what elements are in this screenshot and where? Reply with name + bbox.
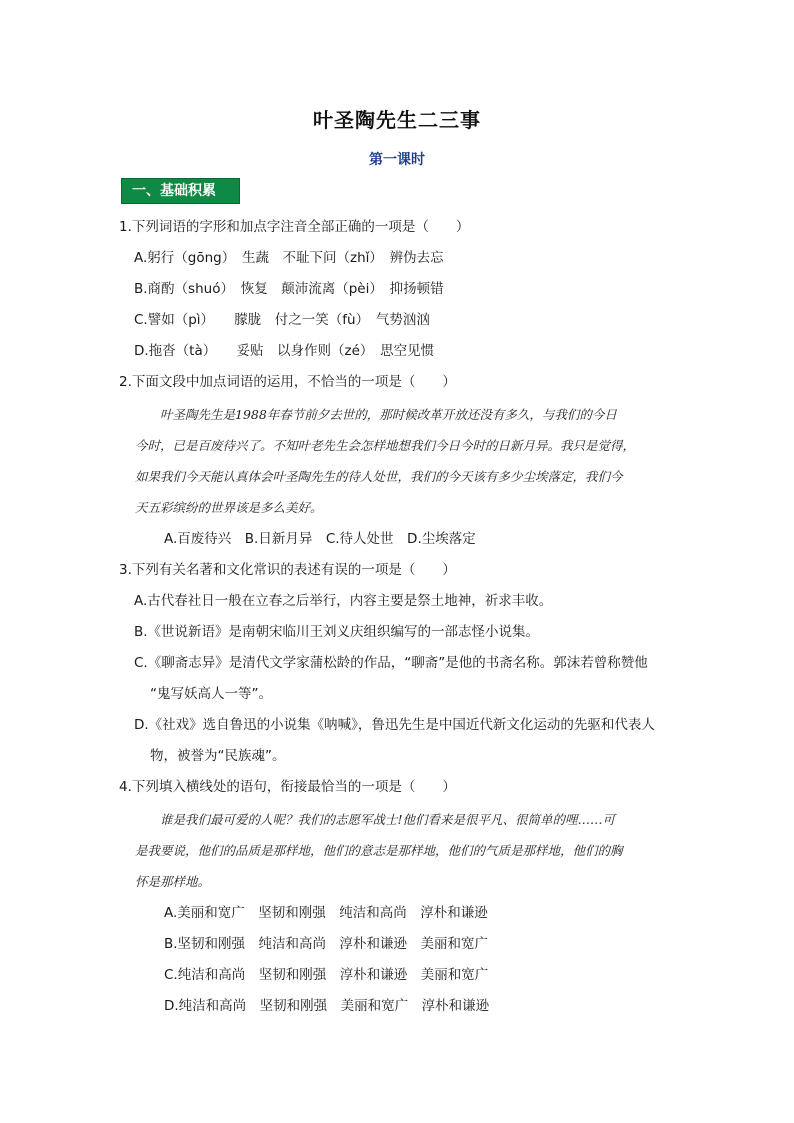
question-3-option-d-line-1: D.《社戏》选自鲁迅的小说集《呐喊》，鲁迅先生是中国近代新文化运动的先驱和代表人	[134, 717, 655, 733]
question-1-stem: 1.下列词语的字形和加点字注音全部正确的一项是（ ）	[119, 219, 470, 235]
question-2-passage-line-4: 天五彩缤纷的世界该是多么美好。	[135, 500, 323, 515]
question-4-passage-line-3: 怀是那样地。	[135, 874, 211, 889]
question-3-option-a: A.古代春社日一般在立春之后举行，内容主要是祭土地神，祈求丰收。	[134, 593, 553, 609]
question-4-option-d: D.纯洁和高尚 坚韧和刚强 美丽和宽广 淳朴和谦逊	[164, 998, 490, 1014]
question-4-option-c: C.纯洁和高尚 坚韧和刚强 淳朴和谦逊 美丽和宽广	[164, 967, 489, 983]
question-4-stem: 4.下列填入横线处的语句，衔接最恰当的一项是（ ）	[119, 779, 456, 795]
question-4-passage-line-1: 谁是我们最可爱的人呢？我们的志愿军战士!他们看来是很平凡、很简单的哩……可	[160, 812, 616, 827]
question-4-passage-line-2: 是我要说，他们的品质是那样地，他们的意志是那样地，他们的气质是那样地，他们的胸	[135, 843, 623, 858]
question-2-passage-line-2: 今时，已是百废待兴了。不知叶老先生会怎样地想我们今日今时的日新月异。我只是觉得，	[135, 438, 636, 453]
question-1-option-a: A.躬行（gōng） 生蔬 不耻下问（zhǐ） 辨伪去忘	[134, 250, 444, 266]
page-title: 叶圣陶先生二三事	[313, 108, 481, 132]
question-4-option-a: A.美丽和宽广 坚韧和刚强 纯洁和高尚 淳朴和谦逊	[164, 905, 488, 921]
question-3-option-d-line-2: 物，被誉为“民族魂”。	[150, 748, 286, 764]
question-2-passage-line-1: 叶圣陶先生是1988年春节前夕去世的，那时候改革开放还没有多久，与我们的今日	[160, 407, 617, 422]
question-3-option-c-line-2: “鬼写妖高人一等”。	[150, 686, 272, 702]
question-2-passage-line-3: 如果我们今天能认真体会叶圣陶先生的待人处世，我们的今天该有多少尘埃落定，我们今	[135, 469, 623, 484]
section-heading: 一、基础积累	[121, 178, 240, 204]
question-1-option-b: B.商酌（shuó） 恢复 颠沛流离（pèi） 抑扬顿错	[134, 281, 444, 297]
question-3-stem: 3.下列有关名著和文化常识的表述有误的一项是（ ）	[119, 562, 456, 578]
question-3-option-b: B.《世说新语》是南朝宋临川王刘义庆组织编写的一部志怪小说集。	[134, 624, 540, 640]
question-3-option-c-line-1: C.《聊斋志异》是清代文学家蒲松龄的作品，“聊斋”是他的书斋名称。郭沫若曾称赞他	[134, 655, 648, 671]
question-1-option-d: D.拖沓（tà） 妥贴 以身作则（zé） 思空见惯	[134, 343, 435, 359]
question-1-option-c: C.譬如（pì） 朦胧 付之一笑（fù） 气势汹汹	[134, 312, 430, 328]
question-4-option-b: B.坚韧和刚强 纯洁和高尚 淳朴和谦逊 美丽和宽广	[164, 936, 489, 952]
question-2-stem: 2.下面文段中加点词语的运用，不恰当的一项是（ ）	[119, 374, 456, 390]
question-2-options: A.百废待兴 B.日新月异 C.待人处世 D.尘埃落定	[164, 531, 476, 547]
page-subtitle: 第一课时	[369, 152, 425, 168]
